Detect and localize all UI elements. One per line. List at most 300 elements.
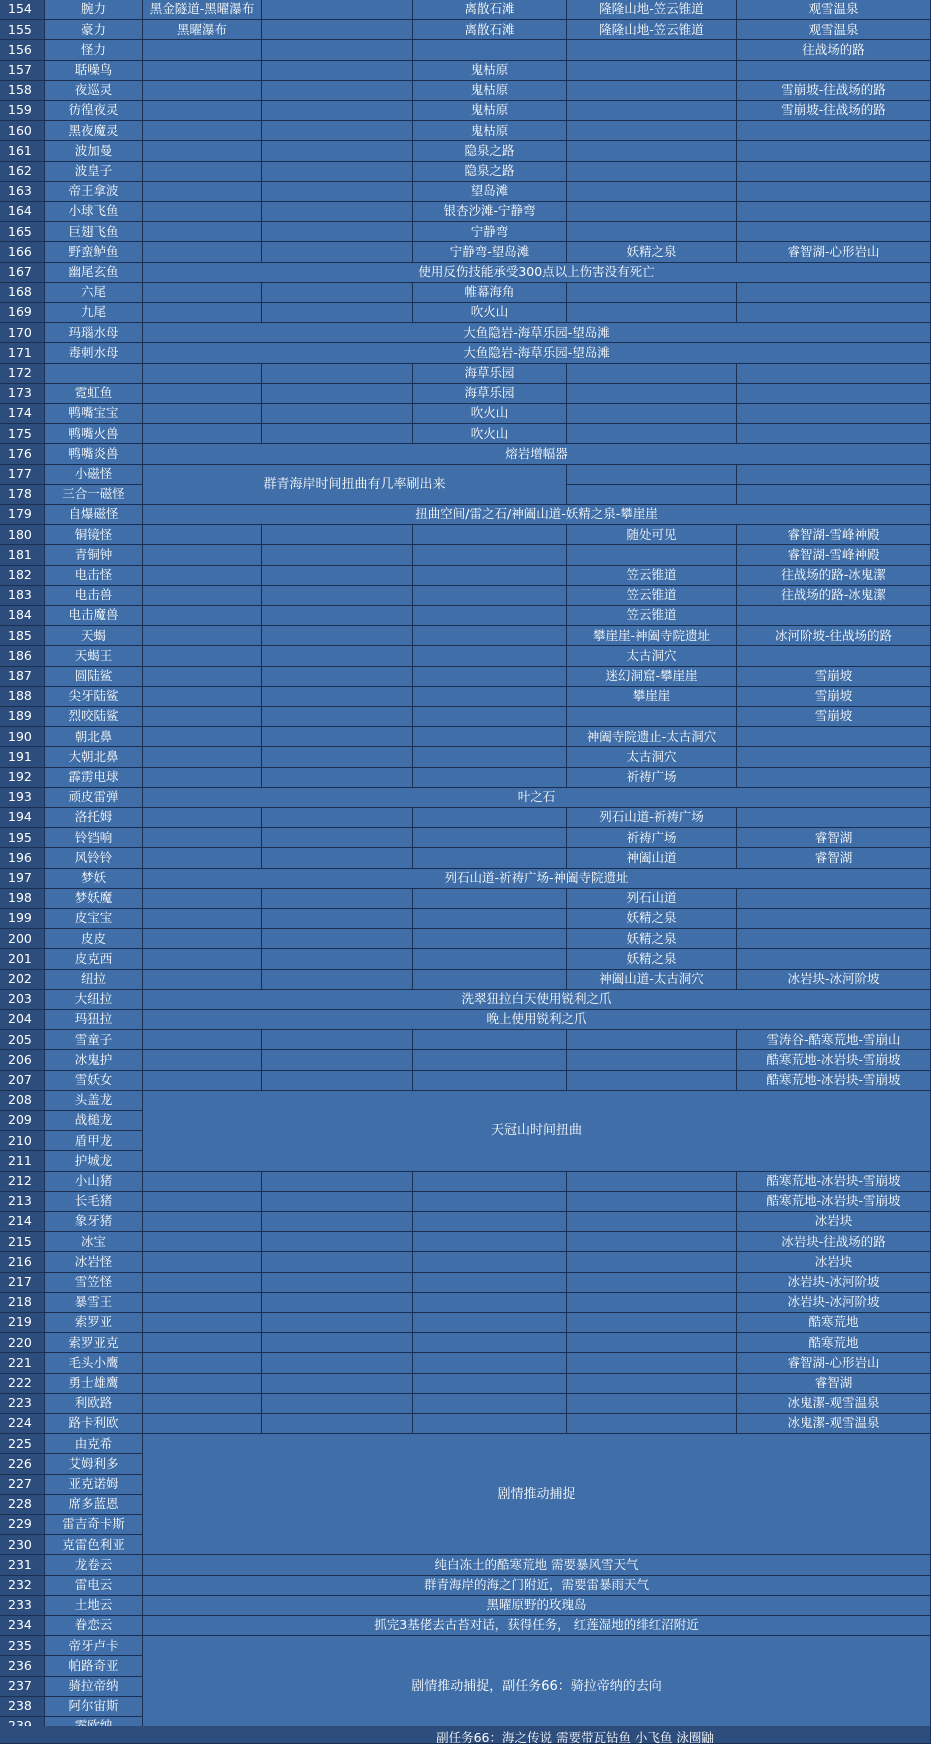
location-cell: 神阖山道-太古洞穴 — [567, 970, 737, 990]
row-number: 227 — [0, 1475, 45, 1495]
location-cell: 妖精之泉 — [567, 242, 737, 262]
location-cell: 隆隆山地-笠云锥道 — [567, 0, 737, 20]
location-cell: 攀崖崖-神阖寺院遗址 — [567, 626, 737, 646]
location-cell-empty — [262, 1252, 413, 1272]
row-number: 236 — [0, 1656, 45, 1676]
location-cell-empty — [262, 141, 413, 161]
pokemon-name: 皮宝宝 — [45, 909, 143, 929]
pokemon-name: 夜巡灵 — [45, 81, 143, 101]
location-cell-empty — [567, 202, 737, 222]
location-cell-empty — [737, 485, 931, 505]
pokemon-name: 皮皮 — [45, 929, 143, 949]
location-cell-empty — [143, 1192, 262, 1212]
location-cell-empty — [262, 1172, 413, 1192]
pokemon-name: 小山猪 — [45, 1172, 143, 1192]
location-cell: 祈祷广场 — [567, 828, 737, 848]
location-cell-empty — [262, 909, 413, 929]
location-cell: 吹火山 — [413, 404, 567, 424]
row-number: 194 — [0, 808, 45, 828]
location-cell-empty — [567, 61, 737, 81]
location-cell-empty — [262, 384, 413, 404]
pokemon-name: 洛托姆 — [45, 808, 143, 828]
row-number: 203 — [0, 990, 45, 1010]
location-cell-empty — [413, 1212, 567, 1232]
location-cell: 望岛滩 — [413, 182, 567, 202]
pokemon-name: 尖牙陆鲨 — [45, 687, 143, 707]
location-cell-empty — [143, 1050, 262, 1070]
row-number: 230 — [0, 1535, 45, 1555]
location-cell-empty — [413, 566, 567, 586]
location-cell: 笠云锥道 — [567, 566, 737, 586]
row-number: 173 — [0, 384, 45, 404]
pokemon-name: 三合一磁怪 — [45, 485, 143, 505]
location-cell-empty — [413, 586, 567, 606]
location-cell-empty — [143, 949, 262, 969]
location-cell-empty — [737, 364, 931, 384]
location-cell-empty — [737, 202, 931, 222]
location-cell: 神阖寺院遗止-太古洞穴 — [567, 727, 737, 747]
pokemon-name: 烈咬陆鲨 — [45, 707, 143, 727]
row-number: 166 — [0, 242, 45, 262]
location-cell-empty — [262, 707, 413, 727]
location-cell: 太古洞穴 — [567, 747, 737, 767]
location-cell: 海草乐园 — [413, 364, 567, 384]
location-cell-empty — [413, 1333, 567, 1353]
pokemon-name: 朝北鼻 — [45, 727, 143, 747]
row-number: 178 — [0, 485, 45, 505]
location-cell-empty — [413, 828, 567, 848]
row-number: 214 — [0, 1212, 45, 1232]
row-number: 216 — [0, 1252, 45, 1272]
location-cell-empty — [143, 606, 262, 626]
location-cell-empty — [143, 162, 262, 182]
location-cell-empty — [143, 768, 262, 788]
row-number: 224 — [0, 1414, 45, 1434]
location-cell-empty — [413, 687, 567, 707]
location-cell: 妖精之泉 — [567, 949, 737, 969]
pokemon-name: 霹雳电球 — [45, 768, 143, 788]
location-cell-empty — [413, 727, 567, 747]
location-cell-empty — [567, 283, 737, 303]
row-number: 192 — [0, 768, 45, 788]
location-cell-empty — [262, 889, 413, 909]
pokemon-name: 象牙猪 — [45, 1212, 143, 1232]
location-cell-empty — [143, 747, 262, 767]
location-cell-empty — [413, 1394, 567, 1414]
location-cell-empty — [737, 303, 931, 323]
location-cell-empty — [413, 1353, 567, 1373]
location-cell-empty — [737, 404, 931, 424]
pokemon-name: 克雷色利亚 — [45, 1535, 143, 1555]
pokemon-name: 圆陆鲨 — [45, 667, 143, 687]
pokemon-name: 皮克西 — [45, 949, 143, 969]
location-cell-empty — [262, 182, 413, 202]
row-number: 191 — [0, 747, 45, 767]
location-cell-empty — [143, 364, 262, 384]
merged-location-block: 剧情推动捕捉 — [143, 1434, 931, 1555]
location-cell-empty — [567, 465, 737, 485]
location-cell-empty — [143, 81, 262, 101]
location-cell-empty — [143, 1273, 262, 1293]
row-number: 198 — [0, 889, 45, 909]
row-number: 233 — [0, 1596, 45, 1616]
location-cell: 鬼枯原 — [413, 121, 567, 141]
location-cell: 酷寒荒地-冰岩块-雪崩坡 — [737, 1050, 931, 1070]
location-cell-empty — [143, 202, 262, 222]
pokemon-name: 风铃铃 — [45, 848, 143, 868]
location-cell: 睿智湖-雪峰神殿 — [737, 545, 931, 565]
location-cell: 冰岩块-冰河阶坡 — [737, 1273, 931, 1293]
location-cell: 攀崖崖 — [567, 687, 737, 707]
pokemon-name: 冰岩怪 — [45, 1252, 143, 1272]
row-number: 156 — [0, 40, 45, 60]
location-cell: 鬼枯原 — [413, 61, 567, 81]
location-cell: 帷幕海角 — [413, 283, 567, 303]
location-cell: 妖精之泉 — [567, 909, 737, 929]
location-cell: 隐泉之路 — [413, 162, 567, 182]
location-cell: 黑金隧道-黑曜瀑布 — [143, 0, 262, 20]
row-number: 231 — [0, 1555, 45, 1575]
location-cell-empty — [262, 808, 413, 828]
location-cell: 叶之石 — [143, 788, 931, 808]
location-cell-empty — [413, 1071, 567, 1091]
row-number: 211 — [0, 1151, 45, 1171]
location-cell: 大鱼隐岩-海草乐园-望岛滩 — [143, 323, 931, 343]
row-number: 180 — [0, 525, 45, 545]
location-cell-empty — [262, 545, 413, 565]
location-cell: 睿智湖 — [737, 828, 931, 848]
location-cell-empty — [262, 586, 413, 606]
location-cell-empty — [143, 687, 262, 707]
location-cell — [262, 20, 413, 40]
pokemon-name: 小磁怪 — [45, 465, 143, 485]
location-cell-empty — [143, 727, 262, 747]
location-cell-empty — [413, 1050, 567, 1070]
pokemon-name: 鸭嘴火兽 — [45, 424, 143, 444]
pokemon-name: 大纽拉 — [45, 990, 143, 1010]
location-cell-empty — [737, 424, 931, 444]
location-cell-empty — [737, 768, 931, 788]
row-number: 232 — [0, 1576, 45, 1596]
row-number: 195 — [0, 828, 45, 848]
pokemon-name: 自爆磁怪 — [45, 505, 143, 525]
location-cell-empty — [413, 889, 567, 909]
location-cell: 观雪温泉 — [737, 0, 931, 20]
row-number: 223 — [0, 1394, 45, 1414]
location-cell-empty — [413, 1232, 567, 1252]
pokemon-name: 长毛猪 — [45, 1192, 143, 1212]
location-cell: 纯白冻土的酷寒荒地 需要暴风雪天气 — [143, 1555, 931, 1575]
location-cell-empty — [143, 141, 262, 161]
location-cell-empty — [413, 1252, 567, 1272]
location-cell-empty — [262, 1374, 413, 1394]
location-cell-empty — [143, 424, 262, 444]
location-cell-empty — [262, 101, 413, 121]
pokemon-name: 土地云 — [45, 1596, 143, 1616]
location-cell-empty — [567, 182, 737, 202]
row-number: 222 — [0, 1374, 45, 1394]
location-cell-empty — [143, 182, 262, 202]
location-cell-empty — [262, 242, 413, 262]
location-cell-empty — [262, 970, 413, 990]
row-number: 225 — [0, 1434, 45, 1454]
pokemon-name: 铜镜怪 — [45, 525, 143, 545]
location-cell-empty — [143, 828, 262, 848]
row-number: 200 — [0, 929, 45, 949]
location-cell-empty — [143, 545, 262, 565]
location-cell: 雪崩坡 — [737, 687, 931, 707]
location-cell-empty — [143, 1172, 262, 1192]
location-cell-empty — [143, 121, 262, 141]
row-number: 188 — [0, 687, 45, 707]
location-cell-empty — [143, 1212, 262, 1232]
location-cell-empty — [262, 303, 413, 323]
location-cell: 黑曜原野的玫瑰岛 — [143, 1596, 931, 1616]
location-cell-empty — [262, 202, 413, 222]
pokemon-name: 战槌龙 — [45, 1111, 143, 1131]
row-number: 169 — [0, 303, 45, 323]
location-cell-empty — [143, 929, 262, 949]
location-cell-empty — [413, 707, 567, 727]
row-number: 202 — [0, 970, 45, 990]
location-cell-empty — [143, 242, 262, 262]
location-cell-empty — [262, 1232, 413, 1252]
pokemon-name: 艾姆利多 — [45, 1454, 143, 1474]
pokemon-name: 玛狃拉 — [45, 1010, 143, 1030]
pokemon-name: 雷电云 — [45, 1576, 143, 1596]
location-cell-empty — [262, 949, 413, 969]
location-cell: 黑曜瀑布 — [143, 20, 262, 40]
location-cell-empty — [413, 1374, 567, 1394]
location-cell-empty — [567, 1050, 737, 1070]
location-cell-empty — [737, 465, 931, 485]
location-cell-empty — [143, 61, 262, 81]
pokemon-name: 天蝎王 — [45, 646, 143, 666]
location-cell-empty — [413, 606, 567, 626]
location-cell-empty — [143, 970, 262, 990]
location-cell-empty — [567, 1172, 737, 1192]
row-number: 168 — [0, 283, 45, 303]
location-cell-empty — [143, 1071, 262, 1091]
pokemon-name: 勇士雄鹰 — [45, 1374, 143, 1394]
location-cell-empty — [143, 404, 262, 424]
location-cell-empty — [143, 1414, 262, 1434]
location-cell-empty — [143, 1252, 262, 1272]
pokemon-name: 九尾 — [45, 303, 143, 323]
location-cell: 观雪温泉 — [737, 20, 931, 40]
location-cell-empty — [567, 1293, 737, 1313]
location-cell-empty — [143, 1030, 262, 1050]
row-number: 162 — [0, 162, 45, 182]
pokemon-name: 冰鬼护 — [45, 1050, 143, 1070]
location-cell-empty — [567, 1273, 737, 1293]
location-cell-empty — [737, 141, 931, 161]
row-number: 187 — [0, 667, 45, 687]
location-cell-empty — [262, 404, 413, 424]
pokemon-name: 彷徨夜灵 — [45, 101, 143, 121]
row-number: 215 — [0, 1232, 45, 1252]
row-number: 228 — [0, 1495, 45, 1515]
pokemon-name: 毛头小鹰 — [45, 1353, 143, 1373]
pokemon-name: 毒刺水母 — [45, 343, 143, 363]
location-cell-empty — [262, 1394, 413, 1414]
location-cell: 熔岩增幅器 — [143, 444, 931, 464]
location-cell: 笠云锥道 — [567, 606, 737, 626]
location-cell: 雪崩坡 — [737, 707, 931, 727]
location-cell-empty — [262, 61, 413, 81]
location-cell-empty — [567, 1030, 737, 1050]
pokemon-name: 阿尔宙斯 — [45, 1697, 143, 1717]
pokemon-name: 帝牙卢卡 — [45, 1636, 143, 1656]
location-cell-empty — [262, 1192, 413, 1212]
location-cell-empty — [413, 949, 567, 969]
row-number: 199 — [0, 909, 45, 929]
location-cell-empty — [143, 1313, 262, 1333]
location-cell: 冰鬼潔-观雪温泉 — [737, 1414, 931, 1434]
location-cell-empty — [567, 485, 737, 505]
location-cell-empty — [413, 1030, 567, 1050]
row-number: 182 — [0, 566, 45, 586]
row-number: 160 — [0, 121, 45, 141]
row-number: 163 — [0, 182, 45, 202]
location-cell: 酷寒荒地-冰岩块-雪崩坡 — [737, 1071, 931, 1091]
pokemon-name: 电击怪 — [45, 566, 143, 586]
location-cell: 睿智湖-心形岩山 — [737, 242, 931, 262]
location-cell-empty — [413, 1172, 567, 1192]
location-cell-empty — [143, 303, 262, 323]
location-cell-empty — [413, 1293, 567, 1313]
location-cell-empty — [737, 929, 931, 949]
location-cell-empty — [737, 909, 931, 929]
pokemon-name: 暴雪王 — [45, 1293, 143, 1313]
location-cell: 吹火山 — [413, 303, 567, 323]
location-cell-empty — [143, 1333, 262, 1353]
location-cell: 冰岩块-往战场的路 — [737, 1232, 931, 1252]
location-cell-empty — [262, 1030, 413, 1050]
location-cell-empty — [737, 162, 931, 182]
location-cell-empty — [567, 81, 737, 101]
row-number: 174 — [0, 404, 45, 424]
location-cell-empty — [567, 1252, 737, 1272]
location-cell-empty — [262, 222, 413, 242]
location-cell-empty — [262, 646, 413, 666]
location-cell-empty — [413, 848, 567, 868]
pokemon-name: 索罗亚克 — [45, 1333, 143, 1353]
row-number: 217 — [0, 1273, 45, 1293]
location-cell-empty — [413, 40, 567, 60]
pokemon-name: 波加曼 — [45, 141, 143, 161]
location-cell: 吹火山 — [413, 424, 567, 444]
pokemon-name: 亚克诺姆 — [45, 1475, 143, 1495]
pokemon-name: 大朝北鼻 — [45, 747, 143, 767]
location-cell: 雪崩坡 — [737, 667, 931, 687]
location-cell-empty — [262, 1071, 413, 1091]
location-cell: 雪崩坡-往战场的路 — [737, 101, 931, 121]
location-cell: 冰岩块-冰河阶坡 — [737, 970, 931, 990]
location-cell-empty — [737, 182, 931, 202]
location-cell-empty — [413, 808, 567, 828]
pokemon-name: 由克希 — [45, 1434, 143, 1454]
location-cell-empty — [567, 101, 737, 121]
location-cell: 神阖山道 — [567, 848, 737, 868]
location-cell-empty — [143, 646, 262, 666]
location-cell: 扭曲空间/雷之石/神阖山道-妖精之泉-攀崖崖 — [143, 505, 931, 525]
row-number: 155 — [0, 20, 45, 40]
pokemon-name: 席多蓝恩 — [45, 1495, 143, 1515]
row-number: 167 — [0, 263, 45, 283]
location-cell-empty — [143, 1374, 262, 1394]
row-number: 221 — [0, 1353, 45, 1373]
pokemon-name: 路卡利欧 — [45, 1414, 143, 1434]
location-cell-empty — [143, 667, 262, 687]
location-cell-empty — [737, 727, 931, 747]
location-cell-empty — [567, 1414, 737, 1434]
row-number: 193 — [0, 788, 45, 808]
location-cell-empty — [262, 162, 413, 182]
row-number: 165 — [0, 222, 45, 242]
row-number: 185 — [0, 626, 45, 646]
row-number: 157 — [0, 61, 45, 81]
footer-text: 副任务66：海之传说 需要带瓦钻鱼 小飞鱼 泳圈鼬 — [436, 1730, 714, 1744]
location-cell: 随处可见 — [567, 525, 737, 545]
location-cell-empty — [262, 1293, 413, 1313]
location-cell-empty — [737, 606, 931, 626]
row-number: 237 — [0, 1677, 45, 1697]
location-cell: 冰河阶坡-往战场的路 — [737, 626, 931, 646]
location-cell-empty — [262, 687, 413, 707]
row-number: 207 — [0, 1071, 45, 1091]
row-number: 229 — [0, 1515, 45, 1535]
row-number: 235 — [0, 1636, 45, 1656]
pokemon-name: 黑夜魔灵 — [45, 121, 143, 141]
location-cell: 宁静弯 — [413, 222, 567, 242]
location-cell-empty — [413, 667, 567, 687]
location-cell-empty — [737, 283, 931, 303]
location-cell: 笠云锥道 — [567, 586, 737, 606]
row-number: 172 — [0, 364, 45, 384]
pokemon-name: 顽皮雷弹 — [45, 788, 143, 808]
location-cell-empty — [567, 303, 737, 323]
row-number: 171 — [0, 343, 45, 363]
location-cell-empty — [737, 121, 931, 141]
location-cell-empty — [143, 586, 262, 606]
pokemon-name: 骑拉帝纳 — [45, 1677, 143, 1697]
row-number: 210 — [0, 1131, 45, 1151]
location-cell: 酷寒荒地-冰岩块-雪崩坡 — [737, 1172, 931, 1192]
row-number: 197 — [0, 869, 45, 889]
location-cell-empty — [413, 545, 567, 565]
location-cell-empty — [413, 929, 567, 949]
location-cell: 往战场的路 — [737, 40, 931, 60]
pokemon-name: 天蝎 — [45, 626, 143, 646]
location-cell: 雪崩坡-往战场的路 — [737, 81, 931, 101]
location-cell-empty — [737, 747, 931, 767]
pokemon-name: 利欧路 — [45, 1394, 143, 1414]
location-cell: 隆隆山地-笠云锥道 — [567, 20, 737, 40]
location-cell-empty — [262, 929, 413, 949]
pokemon-name: 豪力 — [45, 20, 143, 40]
location-cell: 往战场的路-冰鬼潔 — [737, 586, 931, 606]
location-cell: 使用反伤技能承受300点以上伤害没有死亡 — [143, 263, 931, 283]
row-number: 212 — [0, 1172, 45, 1192]
location-cell: 太古洞穴 — [567, 646, 737, 666]
location-cell-empty — [413, 768, 567, 788]
location-cell — [262, 0, 413, 20]
row-number: 179 — [0, 505, 45, 525]
pokemon-name: 小球飞鱼 — [45, 202, 143, 222]
row-number: 220 — [0, 1333, 45, 1353]
location-cell: 离散石滩 — [413, 20, 567, 40]
